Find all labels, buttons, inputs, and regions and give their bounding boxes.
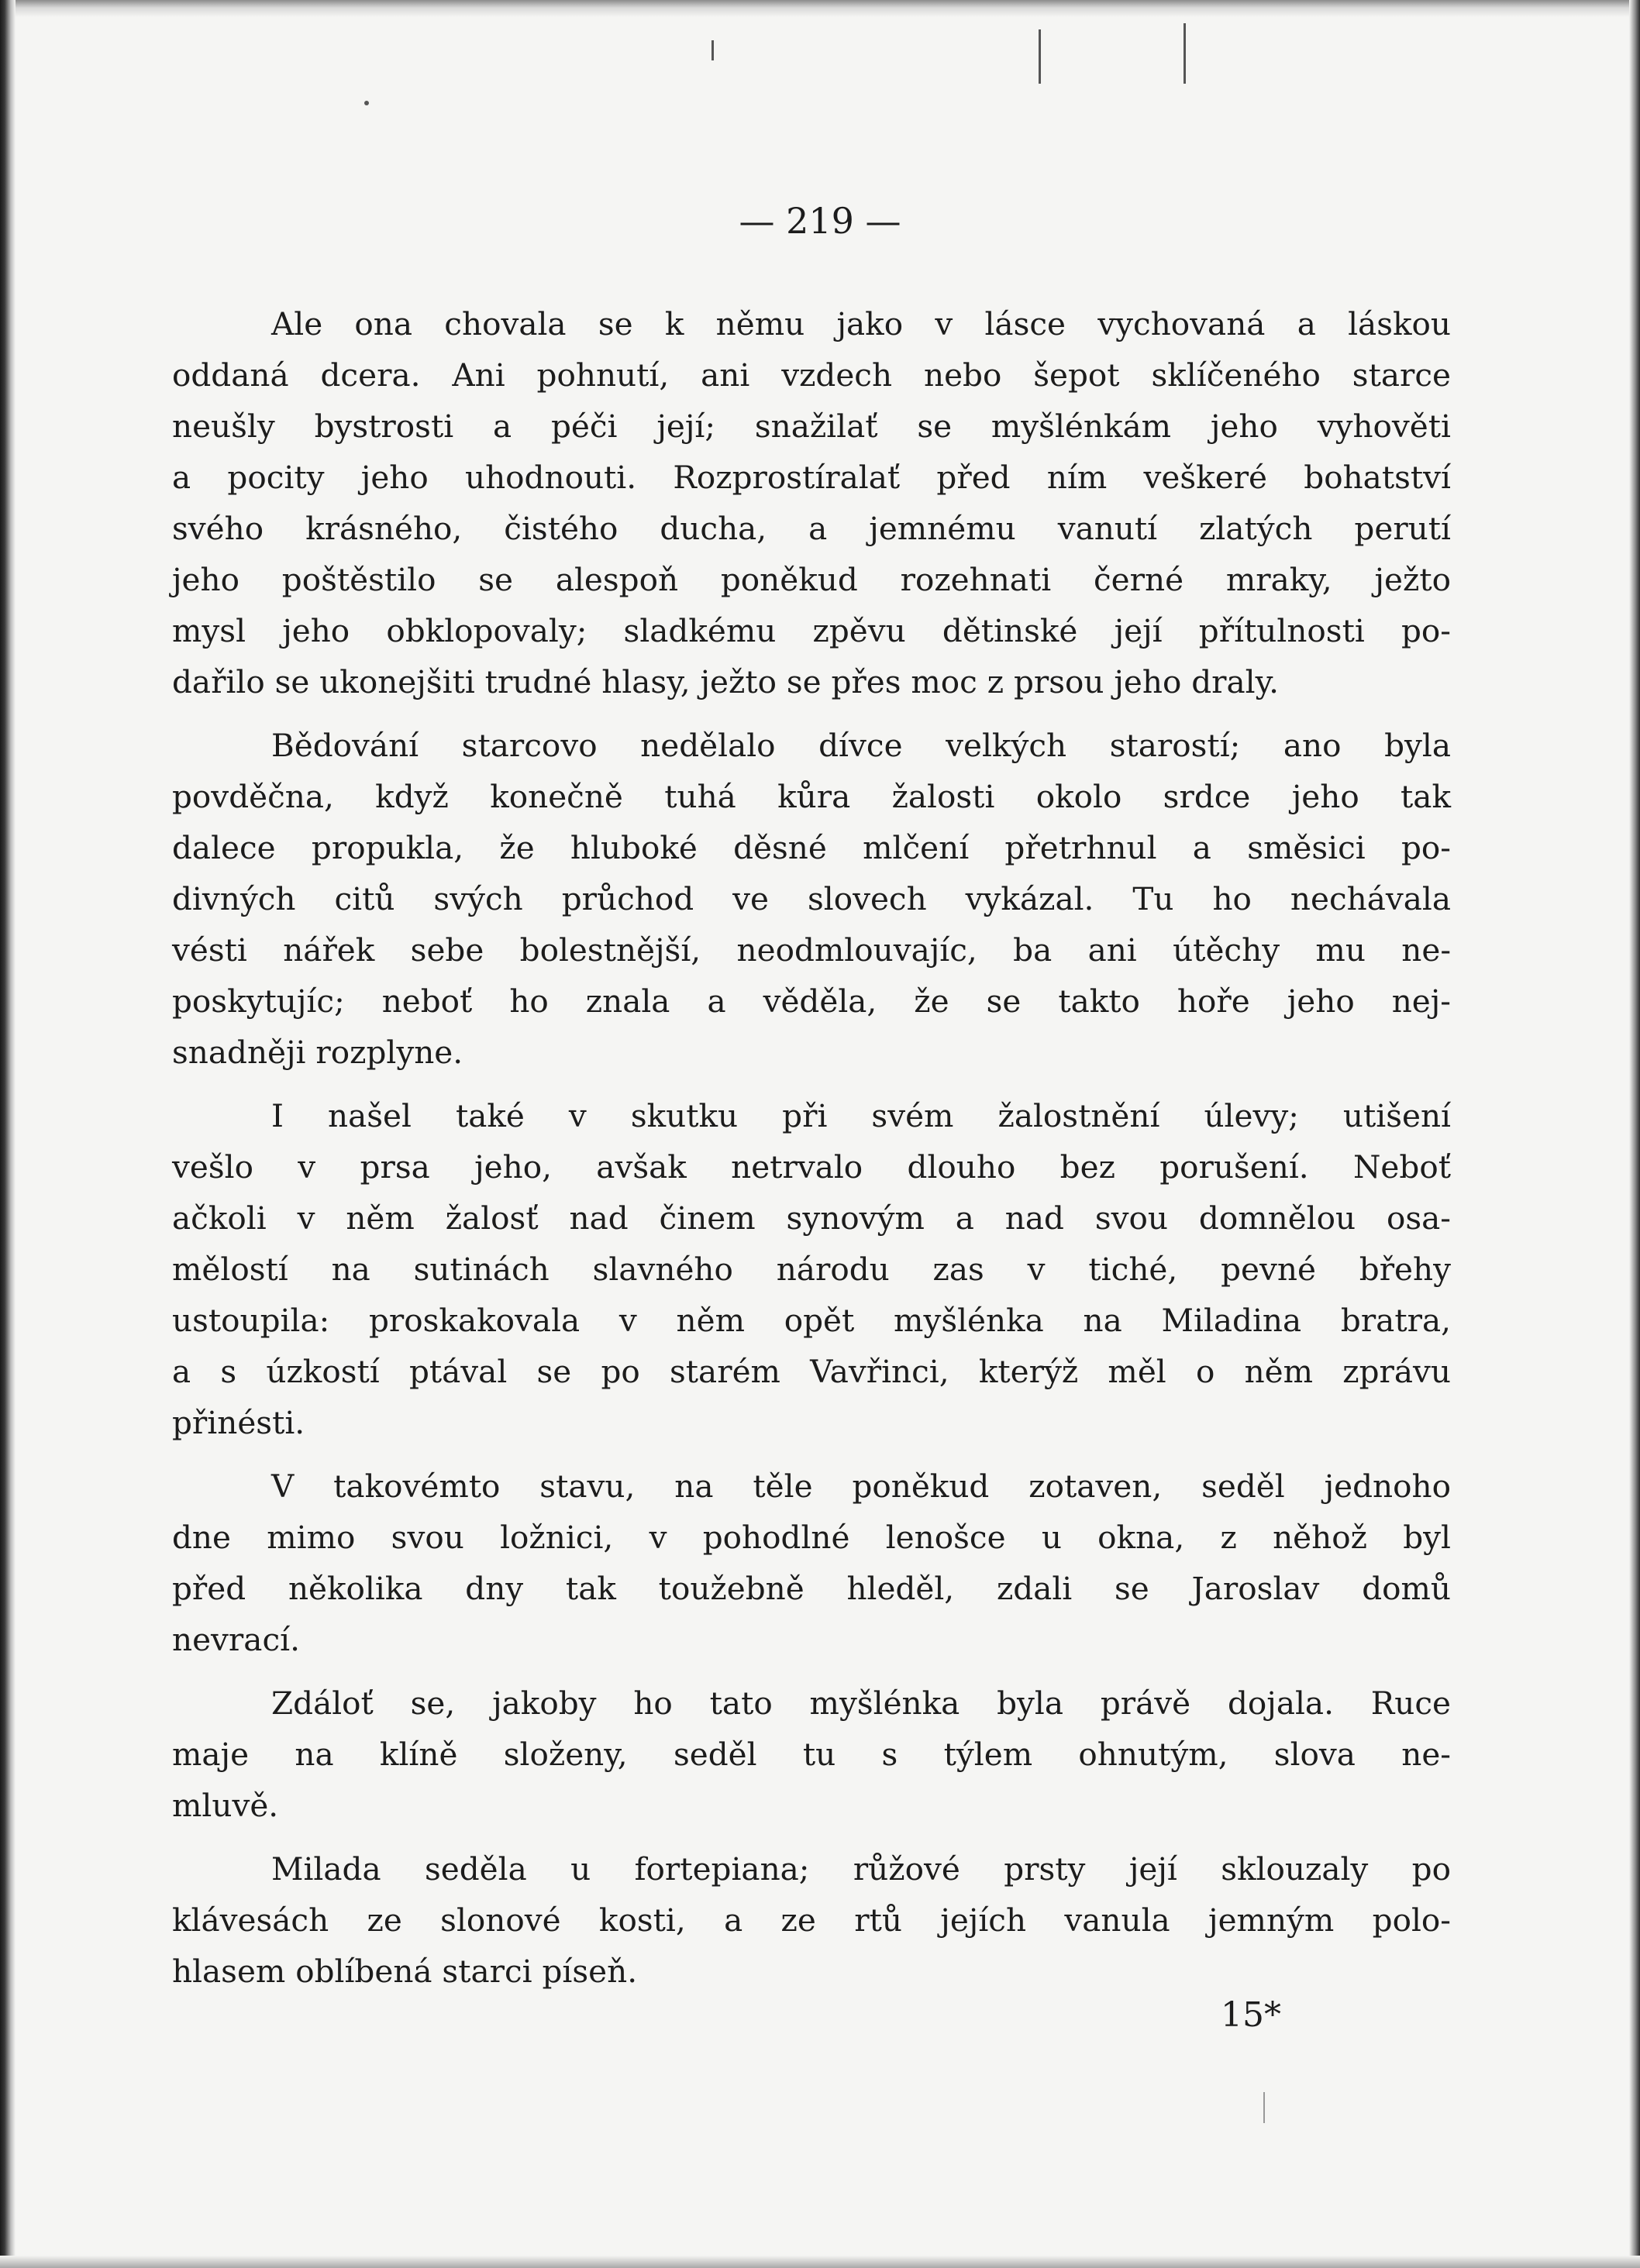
text-line: klávesách ze slonové kosti, a ze rtů jejích vanula jemným polo-: [172, 1901, 1451, 1939]
text-line: I našel také v skutku při svém žalostnění úlevy; utišení: [271, 1097, 1451, 1134]
text-line: a s úzkostí ptával se po starém Vavřinci, kterýž měl o něm zprávu: [172, 1353, 1451, 1390]
text-line: ačkoli v něm žalosť nad činem synovým a nad svou domnělou osa-: [172, 1199, 1451, 1237]
signature-mark: 15*: [1221, 1995, 1281, 2035]
page-edge-bottom: [0, 2256, 1640, 2268]
text-line: a pocity jeho uhodnouti. Rozprostíralať před ním veškeré bohatství: [172, 459, 1451, 496]
scan-speck: [364, 101, 369, 105]
scan-speck: [1263, 2092, 1265, 2123]
text-line: Milada seděla u fortepiana; růžové prsty její sklouzaly po: [271, 1850, 1451, 1888]
text-line: Ale ona chovala se k němu jako v lásce vychovaná a láskou: [271, 305, 1451, 342]
text-line: dalece propukla, že hluboké děsné mlčení přetrhnul a směsici po-: [172, 829, 1451, 866]
text-line: ustoupila: proskakovala v něm opět myšlénka na Miladina bratra,: [172, 1302, 1451, 1339]
paragraph: [172, 1843, 1451, 1997]
text-line: maje na klíně složeny, seděl tu s týlem ohnutým, slova ne-: [172, 1736, 1451, 1773]
page-edge-right: [1629, 0, 1640, 2268]
page-edge-left: [0, 0, 16, 2268]
text-line: oddaná dcera. Ani pohnutí, ani vzdech nebo šepot sklíčeného starce: [172, 356, 1451, 394]
text-line: před několika dny tak toužebně hleděl, zdali se Jaroslav domů: [172, 1570, 1451, 1607]
text-line: vešlo v prsa jeho, avšak netrvalo dlouho bez porušení. Neboť: [172, 1148, 1451, 1186]
paragraph: [172, 1461, 1451, 1665]
text-line: mysl jeho obklopovaly; sladkému zpěvu dětinské její přítulnosti po-: [172, 612, 1451, 649]
paragraph: [172, 720, 1451, 1078]
text-line: Zdáloť se, jakoby ho tato myšlénka byla právě dojala. Ruce: [271, 1685, 1451, 1722]
page-number: — 219 —: [739, 200, 901, 242]
paragraph: [172, 1090, 1451, 1448]
text-line: vésti nářek sebe bolestnější, neodmlouvajíc, ba ani útěchy mu ne-: [172, 931, 1451, 969]
body-text: [172, 298, 1451, 2009]
page-edge-top: [0, 0, 1640, 17]
text-line: V takovémto stavu, na těle poněkud zotaven, seděl jednoho: [271, 1468, 1451, 1505]
paragraph: [172, 1678, 1451, 1831]
scan-speck: [1039, 29, 1041, 84]
text-line: snadněji rozplyne.: [172, 1034, 463, 1071]
text-line: dařilo se ukonejšiti trudné hlasy, ježto se přes moc z prsou jeho draly.: [172, 663, 1279, 700]
text-line: poskytujíc; neboť ho znala a věděla, že se takto hoře jeho nej-: [172, 983, 1451, 1020]
text-line: dne mimo svou ložnici, v pohodlné lenošce u okna, z něhož byl: [172, 1519, 1451, 1556]
text-line: přinésti.: [172, 1404, 305, 1441]
text-line: mluvě.: [172, 1787, 279, 1824]
scan-speck: [711, 40, 714, 60]
text-line: jeho poštěstilo se alespoň poněkud rozehnati černé mraky, ježto: [172, 561, 1451, 598]
paragraph: [172, 298, 1451, 707]
text-line: nevrací.: [172, 1621, 300, 1658]
text-line: povděčna, když konečně tuhá kůra žalosti okolo srdce jeho tak: [172, 778, 1451, 815]
text-line: mělostí na sutinách slavného národu zas v tiché, pevné břehy: [172, 1251, 1451, 1288]
scan-speck: [1183, 23, 1186, 84]
text-line: svého krásného, čistého ducha, a jemnému vanutí zlatých perutí: [172, 510, 1451, 547]
text-line: neušly bystrosti a péči její; snažilať se myšlénkám jeho vyhověti: [172, 408, 1451, 445]
text-line: Bědování starcovo nedělalo dívce velkých starostí; ano byla: [271, 727, 1451, 764]
text-line: divných citů svých průchod ve slovech vykázal. Tu ho nechávala: [172, 880, 1451, 917]
text-line: hlasem oblíbená starci píseň.: [172, 1953, 638, 1990]
